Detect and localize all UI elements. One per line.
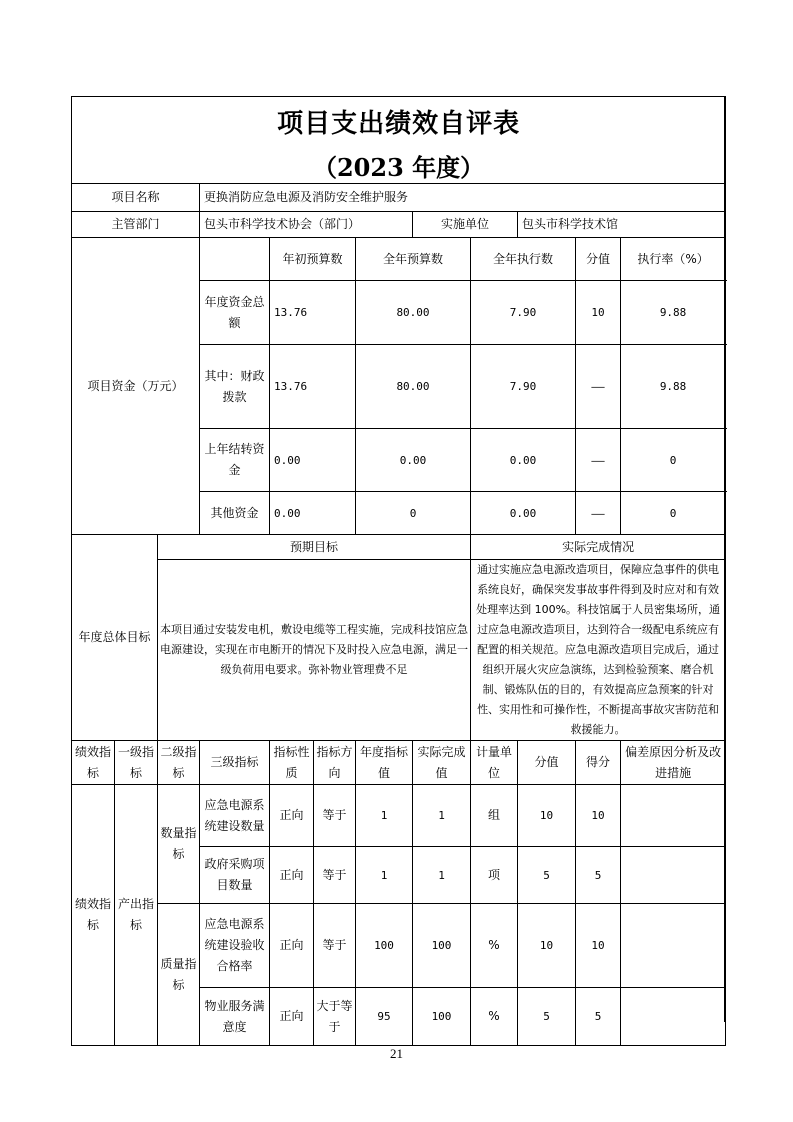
indicator-name: 物业服务满意度 xyxy=(200,988,270,1046)
funds-cell: 10 xyxy=(576,281,621,345)
indicator-name: 应急电源系统建设数量 xyxy=(200,785,270,847)
impl-value: 包头市科学技术馆 xyxy=(518,212,726,238)
indicator-header: 得分 xyxy=(576,741,621,785)
funds-cell: —— xyxy=(576,429,621,492)
dept-value: 包头市科学技术协会（部门） xyxy=(200,212,413,238)
funds-header: 分值 xyxy=(576,238,621,281)
indicator-unit: 组 xyxy=(471,785,518,847)
indicator-unit: 项 xyxy=(471,847,518,904)
funds-header: 全年预算数 xyxy=(356,238,471,281)
funds-header: 全年执行数 xyxy=(471,238,576,281)
dept-label: 主管部门 xyxy=(72,212,200,238)
funds-row-name: 年度资金总额 xyxy=(200,281,270,345)
indicator-header: 实际完成值 xyxy=(413,741,471,785)
funds-cell: 7.90 xyxy=(471,281,576,345)
funds-cell: 9.88 xyxy=(621,345,726,429)
indicator-score: 5 xyxy=(518,988,576,1046)
indicator-score: 5 xyxy=(518,847,576,904)
funds-cell: 13.76 xyxy=(270,345,356,429)
funds-cell: 0.00 xyxy=(356,429,471,492)
funds-header-blank xyxy=(200,238,270,281)
indicator-header: 二级指标 xyxy=(158,741,200,785)
level1-indicator: 产出指标 xyxy=(115,785,158,1046)
funds-header: 执行率（%） xyxy=(621,238,726,281)
indicator-unit: % xyxy=(471,904,518,988)
funds-cell: 13.76 xyxy=(270,281,356,345)
indicator-actual: 100 xyxy=(413,988,471,1046)
indicator-score: 10 xyxy=(518,904,576,988)
indicator-actual: 1 xyxy=(413,847,471,904)
indicator-actual: 1 xyxy=(413,785,471,847)
funds-label: 项目资金（万元） xyxy=(72,238,200,535)
indicator-nature: 正向 xyxy=(270,988,314,1046)
annual-goal-label: 年度总体目标 xyxy=(72,535,158,741)
indicator-target: 1 xyxy=(356,785,413,847)
indicator-score: 10 xyxy=(518,785,576,847)
indicator-header: 指标方向 xyxy=(314,741,356,785)
indicator-direction: 等于 xyxy=(314,904,356,988)
indicator-header: 指标性质 xyxy=(270,741,314,785)
level2-indicator: 质量指标 xyxy=(158,904,200,1046)
indicator-direction: 等于 xyxy=(314,785,356,847)
indicator-got: 5 xyxy=(576,847,621,904)
indicator-name: 应急电源系统建设验收合格率 xyxy=(200,904,270,988)
expected-goal-text: 本项目通过安装发电机，敷设电缆等工程实施，完成科技馆应急电源建设，实现在市电断开的情况下及时投入应急电源，满足一级负荷用电要求。弥补物业管理费不足 xyxy=(158,560,471,741)
indicator-header: 计量单位 xyxy=(471,741,518,785)
indicator-got: 5 xyxy=(576,988,621,1046)
indicator-header: 三级指标 xyxy=(200,741,270,785)
indicator-header: 分值 xyxy=(518,741,576,785)
page-number: 21 xyxy=(390,1046,403,1061)
indicator-got: 10 xyxy=(576,904,621,988)
indicator-nature: 正向 xyxy=(270,785,314,847)
funds-cell: —— xyxy=(576,492,621,535)
funds-cell: 80.00 xyxy=(356,345,471,429)
indicator-target: 1 xyxy=(356,847,413,904)
funds-cell: 80.00 xyxy=(356,281,471,345)
funds-row-name: 其他资金 xyxy=(200,492,270,535)
indicator-note xyxy=(621,988,726,1046)
funds-cell: 0 xyxy=(356,492,471,535)
indicator-target: 100 xyxy=(356,904,413,988)
funds-cell: 9.88 xyxy=(621,281,726,345)
actual-result-text: 通过实施应急电源改造项目，保障应急事件的供电系统良好，确保突发事故事件得到及时应对和有效处理率达到 100%。科技馆属于人员密集场所，通过应急电源改造项目，达到符合一级配电系统应有配置的相关规范。应急电源改造项目完成后，通过组织开展火灾应急演练，达到检验预案、磨合机制、锻炼队伍的目的，有效提高应急预案的针对性、实用性和可操作性，不断提高事故灾害防范和救援能力。 xyxy=(471,560,726,741)
indicator-got: 10 xyxy=(576,785,621,847)
self-evaluation-table xyxy=(71,96,726,1046)
title-block xyxy=(72,97,726,184)
page-title: 项目支出绩效自评表 xyxy=(277,109,521,139)
funds-cell: 7.90 xyxy=(471,345,576,429)
indicator-actual: 100 xyxy=(413,904,471,988)
actual-result-label: 实际完成情况 xyxy=(471,535,726,560)
project-name-label: 项目名称 xyxy=(72,184,200,212)
funds-cell: 0.00 xyxy=(270,429,356,492)
funds-cell: 0 xyxy=(621,429,726,492)
funds-cell: —— xyxy=(576,345,621,429)
indicator-header: 绩效指标 xyxy=(72,741,115,785)
funds-header: 年初预算数 xyxy=(270,238,356,281)
funds-cell: 0.00 xyxy=(471,492,576,535)
indicator-target: 95 xyxy=(356,988,413,1046)
funds-cell: 0.00 xyxy=(471,429,576,492)
indicator-header: 一级指标 xyxy=(115,741,158,785)
level2-indicator: 数量指标 xyxy=(158,785,200,904)
project-name-value: 更换消防应急电源及消防安全维护服务 xyxy=(200,184,726,212)
funds-row-name: 其中：财政拨款 xyxy=(200,345,270,429)
indicator-header: 偏差原因分析及改进措施 xyxy=(621,741,726,785)
indicator-nature: 正向 xyxy=(270,904,314,988)
indicator-note xyxy=(621,847,726,904)
expected-goal-label: 预期目标 xyxy=(158,535,471,560)
perf-indicator-label: 绩效指标 xyxy=(72,785,115,1046)
funds-row-name: 上年结转资金 xyxy=(200,429,270,492)
indicator-name: 政府采购项目数量 xyxy=(200,847,270,904)
indicator-unit: % xyxy=(471,988,518,1046)
impl-label: 实施单位 xyxy=(413,212,518,238)
indicator-direction: 等于 xyxy=(314,847,356,904)
funds-cell: 0 xyxy=(621,492,726,535)
indicator-direction: 大于等于 xyxy=(314,988,356,1046)
indicator-header: 年度指标值 xyxy=(356,741,413,785)
indicator-note xyxy=(621,785,726,847)
indicator-note xyxy=(621,904,726,988)
indicator-nature: 正向 xyxy=(270,847,314,904)
funds-cell: 0.00 xyxy=(270,492,356,535)
report-year: （2023 年度） xyxy=(312,153,485,182)
